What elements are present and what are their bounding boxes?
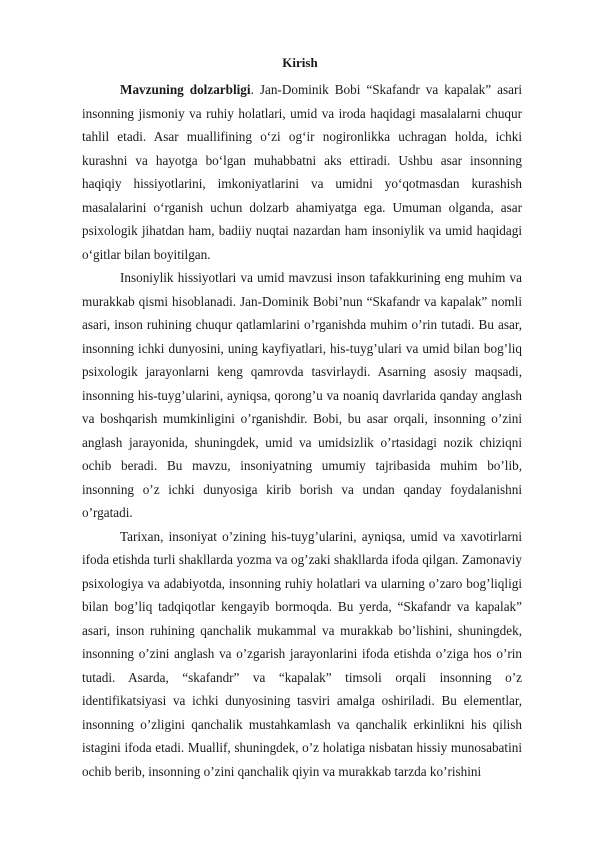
body-text (82, 78, 522, 783)
paragraph-history (82, 525, 522, 784)
paragraph-relevance (82, 78, 522, 266)
paragraph-humanity (82, 266, 522, 525)
paragraph-text: . Jan-Dominik Bobi “Skafandr va kapalak” asari insonning jismoniy va ruhiy holatlari, umid va iroda haqidagi masalalarni chuqur tahlil etadi. Asar muallifining o‘zi og‘ir nogironlikka uchragan holda, ichki kurashni va hayotga bo‘lgan muhabbatni aks ettiradi. Ushbu asar insonning haqiqiy hissiyotlarini, imkoniyatlarini va umidni yo‘qotmasdan kurashish masalalarini o‘rganish uchun dolzarb ahamiyatga ega. Umuman olganda, asar psixologik jihatdan ham, badiiy nuqtai nazardan ham insoniylik va umid haqidagi o‘gitlar bilan boyitilgan. (82, 82, 522, 262)
section-heading: Kirish (282, 55, 318, 70)
paragraph-text: Tarixan, insoniyat o’zining his-tuyg’ularini, ayniqsa, umid va xavotirlarni ifoda etishda turli shakllarda yozma va og’zaki shakllarda ifoda qilgan. Zamonaviy psixologiya va adabiyotda, insonning ruhiy holatlari va ularning o’zaro bog’liqligi bilan bog’liq tadqiqotlar kengayib bormoqda. Bu yerda, “Skafandr va kapalak” asari, inson ruhining qanchalik mukammal va murakkab bo’lishini, shuningdek, insonning o’zini anglash va o’zgarish jarayonlarini ifoda etishda o’ziga hos o’rin tutadi. Asarda, “skafandr” va “kapalak” timsoli orqali insonning o’z identifikatsiyasi va ichki dunyosining tasviri amalga oshiriladi. Bu elementlar, insonning o’zligini qanchalik mustahkamlash va qanchalik erkinlikni his qilish istagini ifoda etadi. Muallif, shuningdek, o’z holatiga nisbatan hissiy munosabatini ochib berib, insonning o’zini qanchalik qiyin va murakkab tarzda ko’rishini (82, 528, 522, 779)
paragraph-lead: Mavzuning dolzarbligi (120, 82, 251, 97)
paragraph-text: Insoniylik hissiyotlari va umid mavzusi inson tafakkurining eng muhim va murakkab qismi hisoblanadi. Jan-Dominik Bobi’nun “Skafandr va kapalak” nomli asari, inson ruhining chuqur qatlamlarini o’rganishda muhim o’rin tutadi. Bu asar, insonning ichki dunyosini, uning kayfiyatlari, his-tuyg’ulari va umid bilan bog’liq psixologik jarayonlarni keng qamrovda tasvirlaydi. Asarning asosiy maqsadi, insonning his-tuyg’ularini, ayniqsa, qorong’u va noaniq davrlarida qanday anglash va boshqarish mumkinligini o’rganishdir. Bobi, bu asar orqali, insonning o’zini anglash jarayonida, shuningdek, umid va umidsizlik o’rtasidagi nozik chiziqni ochib beradi. Bu mavzu, insoniyatning umumiy tajribasida muhim bo’lib, insonning o’z ichki dunyosiga kirib borish va undan qanday foydalanishni o’rgatadi. (82, 270, 522, 520)
